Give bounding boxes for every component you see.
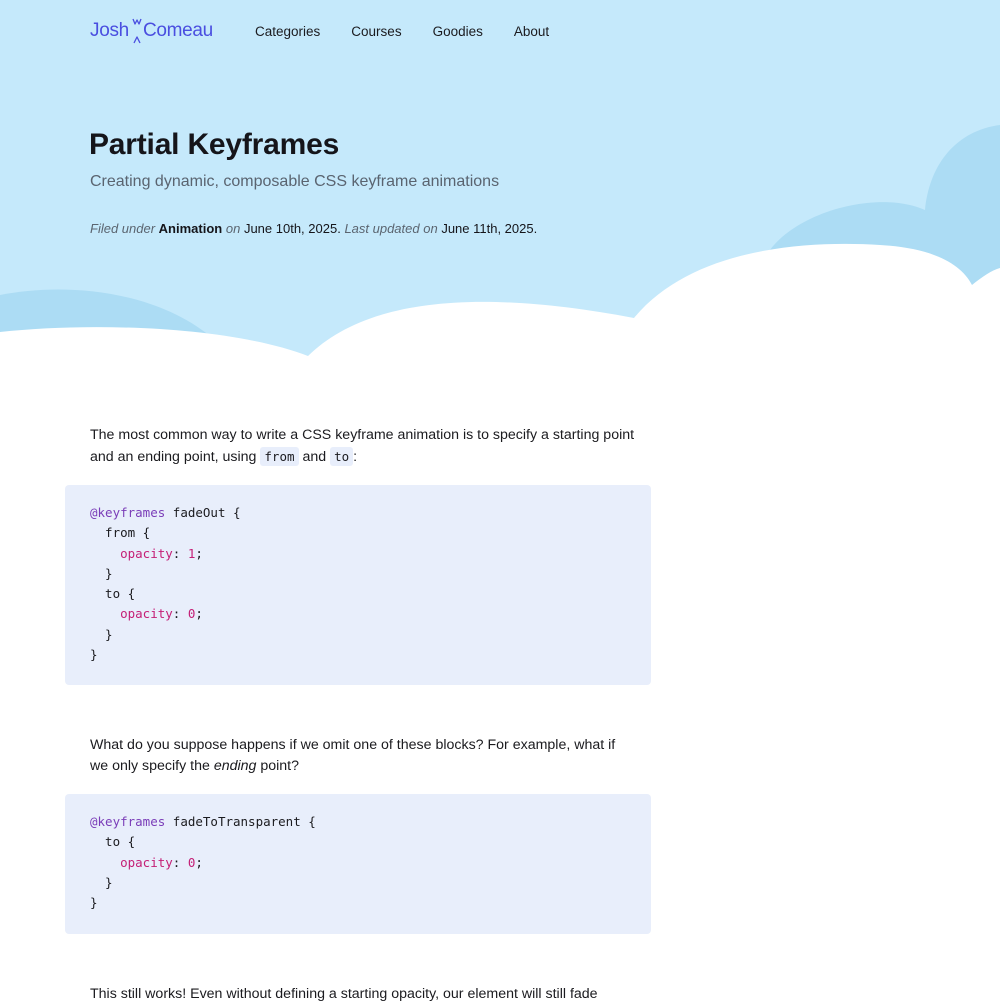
inline-code-to: to	[330, 447, 353, 466]
code-block-fadetotransparent[interactable]	[65, 794, 651, 934]
code-token: opacity	[120, 854, 173, 870]
code-token: to {	[90, 834, 136, 850]
code-token: }	[90, 565, 113, 581]
code-line	[90, 645, 626, 665]
code-block-fadeout[interactable]	[65, 485, 651, 685]
code-token: }	[90, 895, 98, 911]
code-token: opacity	[120, 606, 173, 622]
code-line	[90, 625, 626, 645]
code-token: }	[90, 874, 113, 890]
code-token: fadeToTransparent {	[165, 814, 316, 829]
meta-last-updated: Last updated on	[344, 221, 438, 236]
code-token: fadeOut {	[165, 505, 241, 520]
hero-header	[0, 0, 1000, 360]
nav-item-about[interactable]: About	[513, 24, 550, 39]
paragraph-text: :	[353, 449, 358, 465]
main-nav	[255, 24, 580, 39]
code-token: @keyframes	[90, 505, 166, 520]
code-token: 1	[187, 545, 196, 561]
code-line	[90, 832, 626, 852]
emphasis-ending: ending	[213, 758, 257, 774]
code-token: ;	[195, 854, 203, 870]
code-token	[90, 546, 120, 561]
code-line	[90, 893, 626, 913]
published-date: June 10th, 2025.	[243, 221, 341, 236]
logo-mark-icon	[130, 16, 144, 46]
inline-code-from: from	[260, 447, 298, 466]
nav-item-courses[interactable]: Courses	[351, 24, 402, 39]
page-title: Partial Keyframes	[89, 128, 340, 161]
meta-on: on	[225, 221, 241, 236]
code-line	[90, 812, 626, 832]
code-token: :	[172, 545, 188, 561]
code-token: to {	[90, 586, 136, 602]
logo-text-josh: Josh	[90, 20, 129, 41]
code-line	[90, 853, 626, 873]
code-line	[90, 544, 626, 564]
code-token: opacity	[120, 545, 173, 561]
code-line	[90, 523, 626, 543]
code-token	[90, 606, 120, 621]
code-line	[90, 873, 626, 893]
paragraph-text: The most common way to write a CSS keyframe animation is to specify a starting point and an ending point, using	[90, 427, 635, 465]
code-token: 0	[187, 606, 196, 622]
code-token: :	[172, 854, 188, 870]
paragraph-text: point?	[256, 758, 300, 774]
code-token: ;	[195, 606, 203, 622]
meta-filed-under: Filed under	[90, 221, 156, 236]
site-logo[interactable]	[90, 16, 213, 46]
code-line	[90, 564, 626, 584]
category-link[interactable]: Animation	[158, 221, 223, 236]
code-token	[90, 855, 120, 870]
code-line	[90, 503, 626, 523]
code-token: from {	[90, 525, 151, 541]
nav-item-goodies[interactable]: Goodies	[432, 24, 483, 39]
logo-text-comeau: Comeau	[142, 20, 213, 41]
nav-item-categories[interactable]: Categories	[255, 24, 321, 39]
paragraph-text: and	[298, 449, 331, 465]
paragraph-question	[90, 735, 635, 777]
page-subtitle: Creating dynamic, composable CSS keyframe animations	[90, 173, 500, 190]
updated-date: June 11th, 2025.	[441, 221, 538, 236]
code-token: :	[172, 606, 188, 622]
code-token: }	[90, 647, 98, 663]
paragraph-intro	[90, 425, 635, 468]
code-token: }	[90, 626, 113, 642]
code-line	[90, 604, 626, 624]
code-line	[90, 584, 626, 604]
code-token: 0	[187, 854, 196, 870]
post-meta	[90, 221, 537, 236]
code-token: @keyframes	[90, 814, 166, 829]
code-token: ;	[195, 545, 203, 561]
paragraph-text: What do you suppose happens if we omit one of these blocks? For example, what if we only specify the	[90, 737, 616, 774]
paragraph-result: This still works! Even without defining a starting opacity, our element will still fade	[90, 986, 598, 1002]
